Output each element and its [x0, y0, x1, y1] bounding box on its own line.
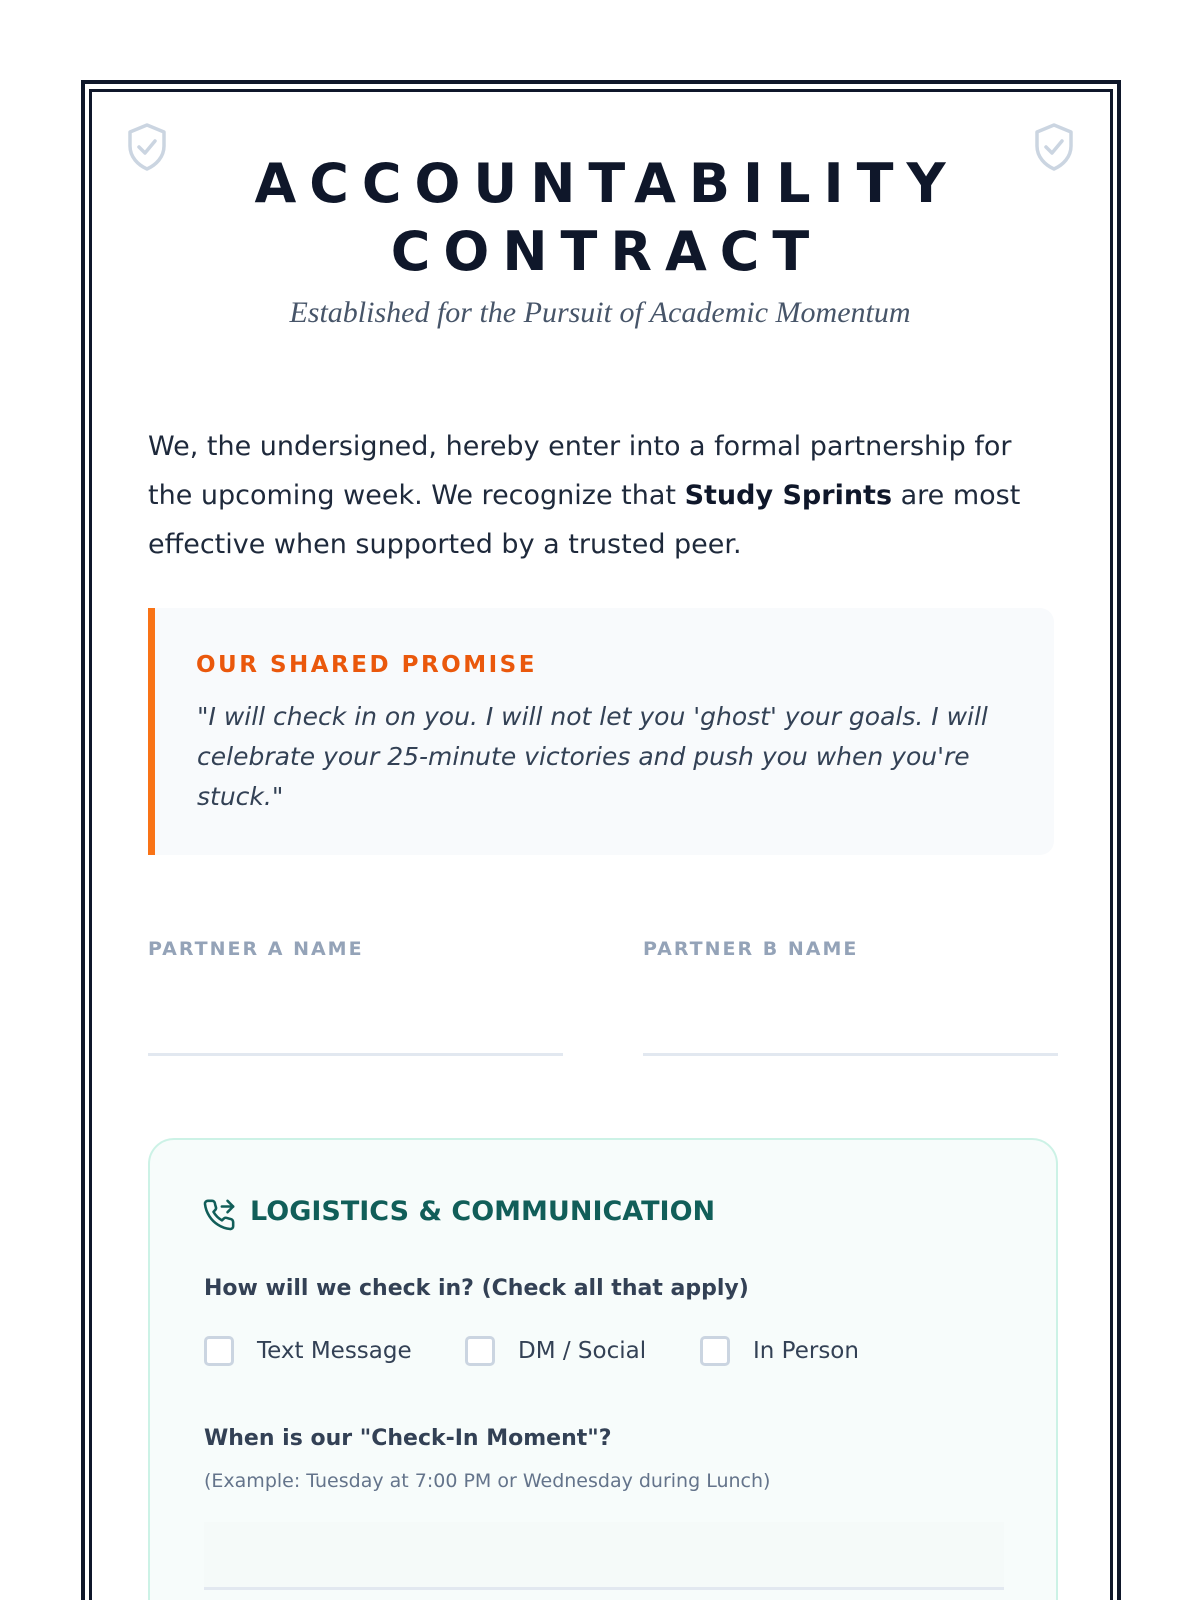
checkbox-box[interactable]: [700, 1336, 730, 1366]
logistics-heading: LOGISTICS & COMMUNICATION: [250, 1196, 716, 1227]
intro-emphasis: Study Sprints: [684, 480, 893, 511]
logistics-card: [148, 1138, 1058, 1600]
contract-subtitle: Established for the Pursuit of Academic Momentum: [289, 296, 911, 329]
checkbox-box[interactable]: [465, 1336, 495, 1366]
intro-paragraph: [148, 422, 1058, 569]
checkbox-label: In Person: [753, 1338, 859, 1364]
intro-text-before: We, the undersigned, hereby enter into a formal partnership for the upcoming week. We recognize that: [148, 431, 1012, 511]
checkbox-label: DM / Social: [518, 1338, 647, 1364]
partner-b-label: PARTNER B NAME: [643, 938, 859, 960]
checkbox-in-person[interactable]: [700, 1333, 859, 1369]
checkin-moment-example-hint: (Example: Tuesday at 7:00 PM or Wednesday during Lunch): [204, 1470, 771, 1492]
title-line-1: ACCOUNTABILITY: [254, 152, 959, 215]
title-line-2: CONTRACT: [390, 220, 823, 283]
checkin-moment-input[interactable]: [204, 1522, 1004, 1590]
checkbox-text-message[interactable]: [204, 1333, 412, 1369]
checkbox-dm-social[interactable]: [465, 1333, 646, 1369]
phone-forward-icon: [202, 1198, 236, 1232]
checkbox-box[interactable]: [204, 1336, 234, 1366]
checkin-moment-question-label: When is our "Check-In Moment"?: [204, 1426, 612, 1451]
checkbox-label: Text Message: [257, 1338, 412, 1364]
partner-b-name-input[interactable]: [643, 980, 1058, 1056]
intro-text-after: are most effective when supported by a trusted peer.: [148, 480, 1021, 560]
checkin-question-label: How will we check in? (Check all that apply): [204, 1276, 749, 1301]
partner-a-name-input[interactable]: [148, 980, 563, 1056]
promise-heading: OUR SHARED PROMISE: [196, 652, 537, 678]
contract-title: [100, 150, 1100, 286]
partner-a-label: PARTNER A NAME: [148, 938, 364, 960]
promise-quote: "I will check in on you. I will not let you 'ghost' your goals. I will celebrate your 25-minute victories and push you when you're stuck.": [197, 702, 988, 811]
shared-promise-box: [148, 608, 1054, 855]
